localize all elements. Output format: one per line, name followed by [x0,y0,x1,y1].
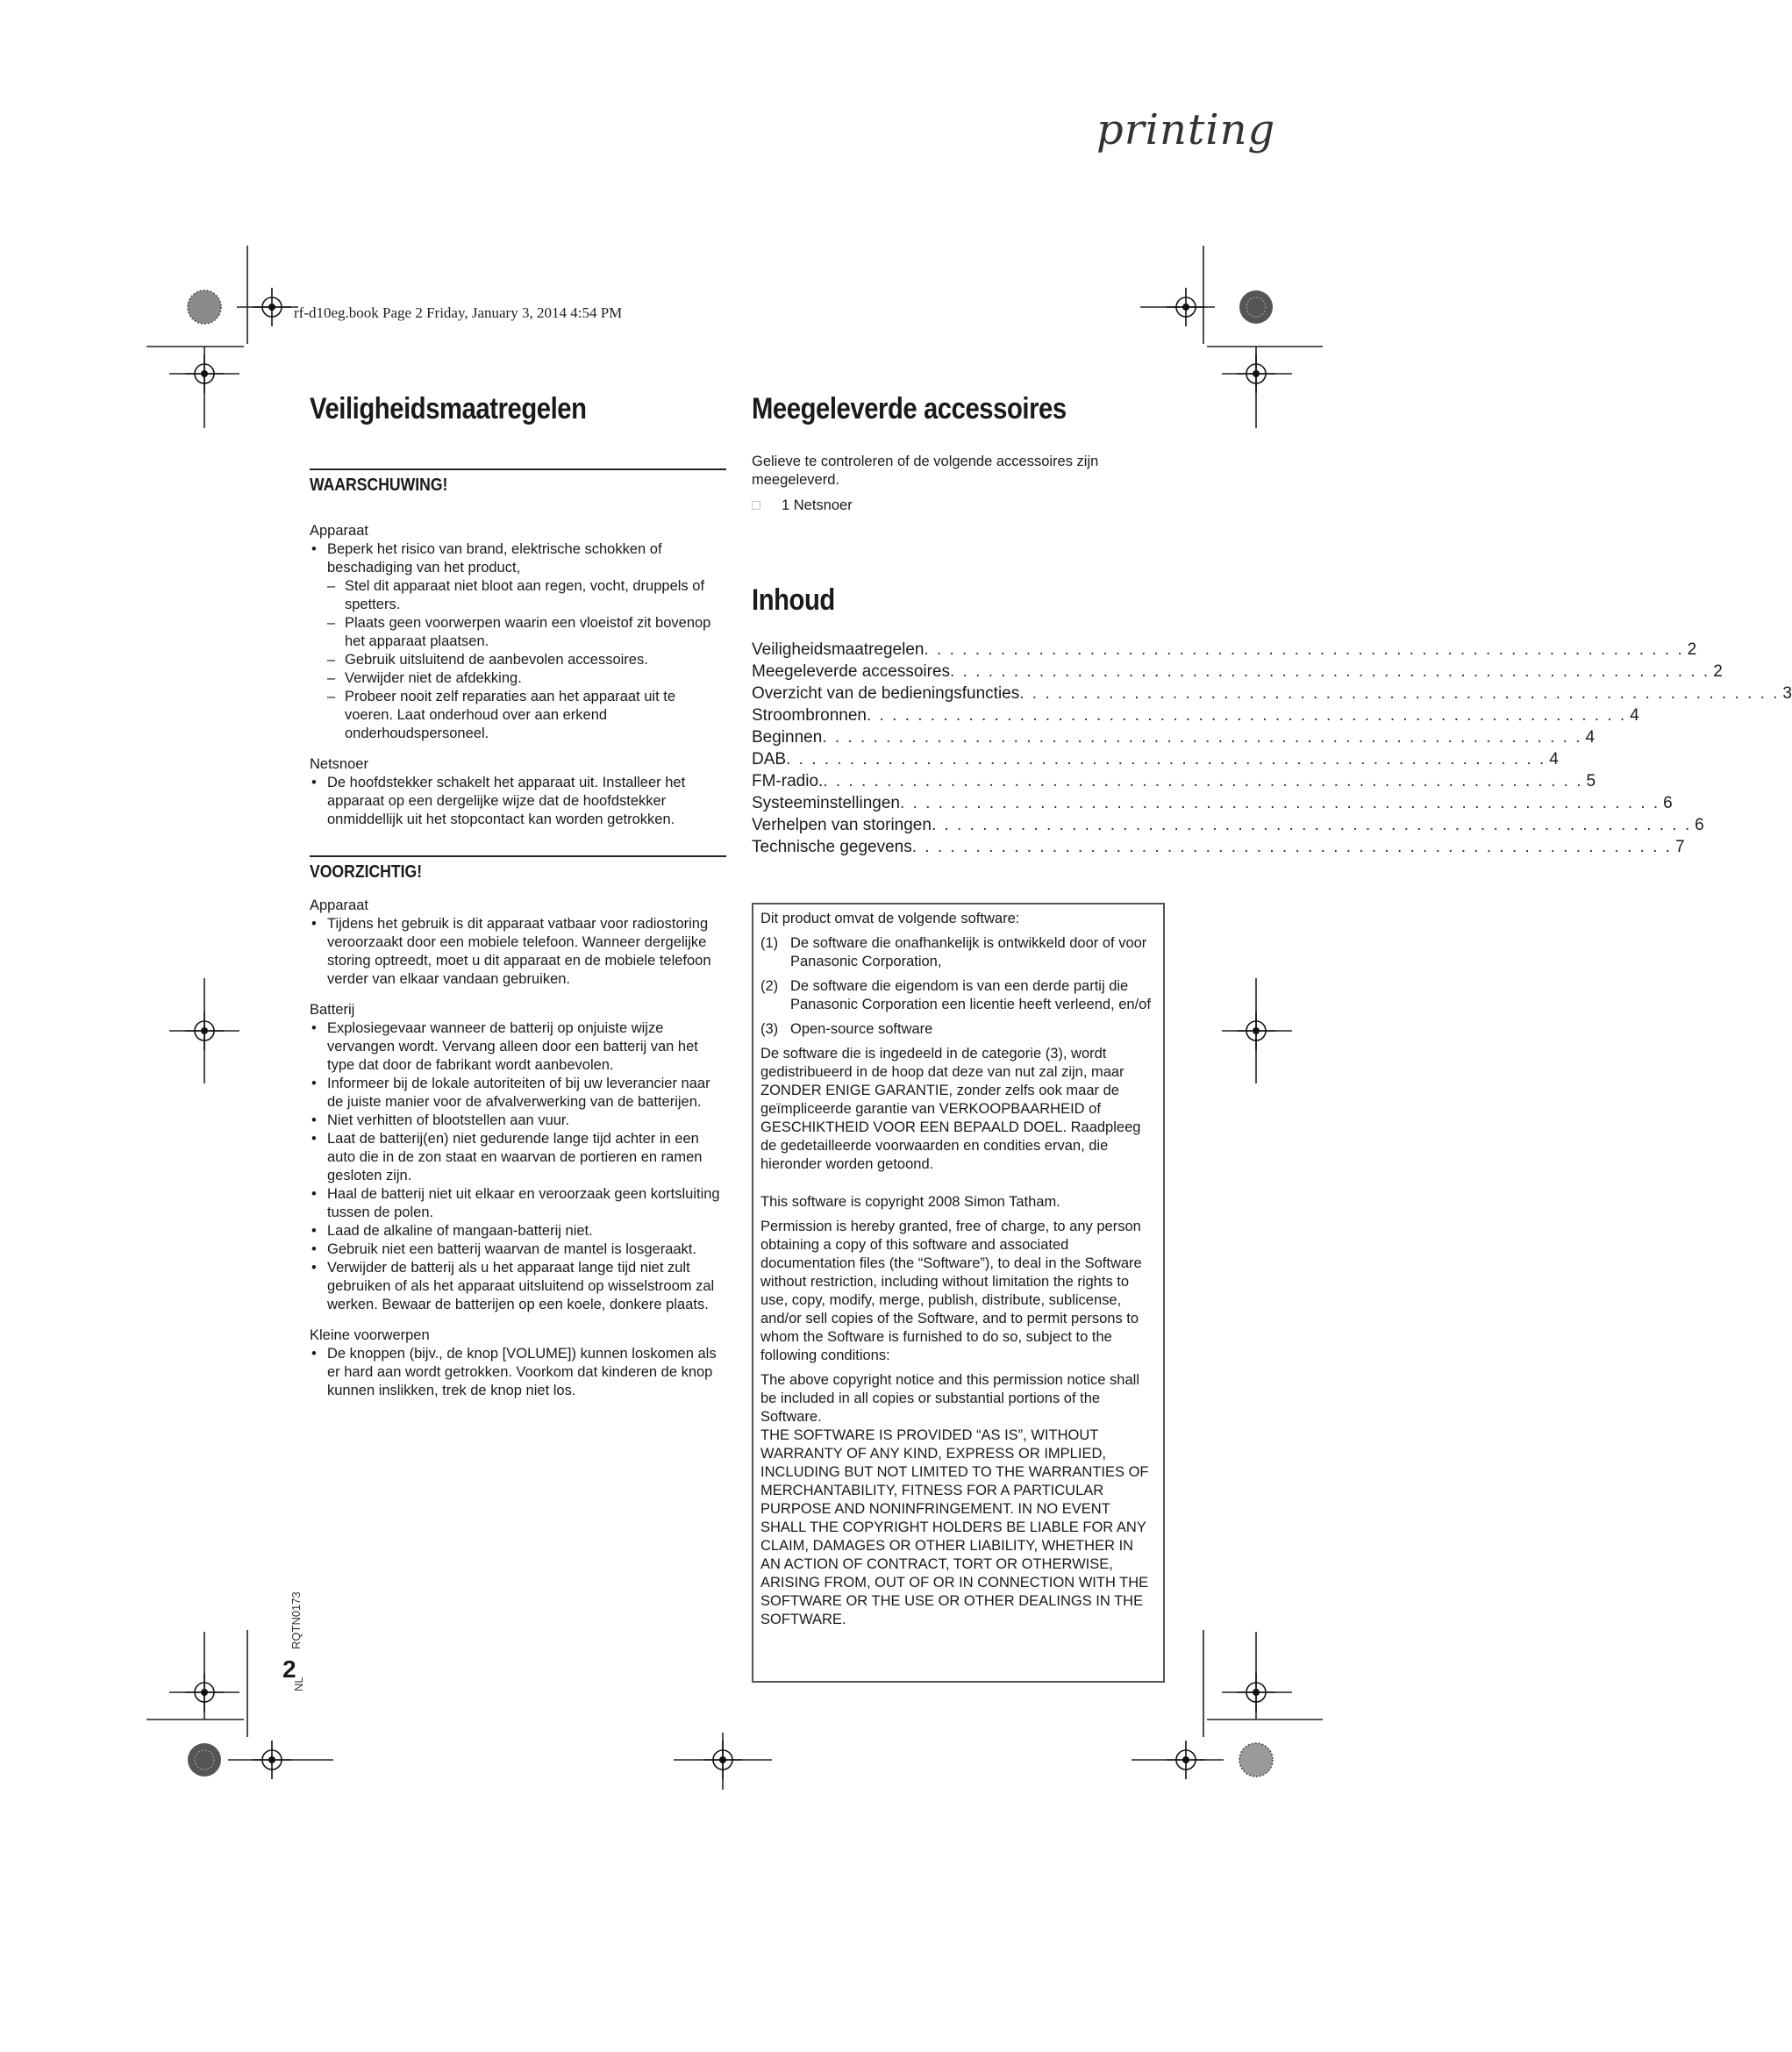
toc-page: 2 [1687,640,1697,659]
software-license-box [752,903,1165,1683]
bullet-icon: • [311,541,317,557]
bullet-text: Tijdens het gebruik is dit apparaat vatbaar voor radiostoring veroorzaakt door een mobiele telefoon. Wanneer dergelijke storing optreedt, moet u dit apparaat en de mobiele telefoon verder van elkaar vandaan gebruiken. [327,916,711,987]
caution-rule [310,855,726,857]
section-title: Netsnoer [310,756,368,772]
section-title: Apparaat [310,897,368,913]
toc-page: 4 [1630,706,1639,725]
section-title: Apparaat [310,523,368,539]
software-list-text: De software die eigendom is van een derde partij die Panasonic Corporation een licentie heeft verleend, en/of [790,978,1151,1012]
toc-entry [752,704,1639,726]
dash-icon: – [327,689,336,704]
warning-rule [310,468,726,470]
caution-heading: VOORZICHTIG! [310,862,423,882]
toc-label: Technische gegevens [752,838,912,856]
printing-stamp: printing [1096,105,1276,154]
toc-entry [752,726,1596,748]
toc-entry [752,661,1723,683]
toc-label: DAB [752,750,787,769]
software-notice: The above copyright notice and this permission notice shall be included in all copies or substantial portions of the Software. [760,1372,1139,1425]
bullet-text: Explosiegevaar wanneer de batterij op onjuiste wijze vervangen wordt. Vervang alleen door een batterij van het type dat door de fabrikant wordt aanbevolen. [327,1020,698,1073]
bullet-icon: • [311,775,317,790]
software-permission: Permission is hereby granted, free of charge, to any person obtaining a copy of this software and associated documentation files (the “Software”), to deal in the Software without restriction, including without limitation the rights to use, copy, modify, merge, publish, distribute, sublicense, and/or sell copies of the Software, and to permit persons to whom the Software is furnished to do so, subject to the following conditions: [760,1219,1142,1363]
book-info-line: rf-d10eg.book Page 2 Friday, January 3, 2014 4:54 PM [294,304,623,321]
bullet-icon: • [311,1346,317,1362]
toc-leader: . . . . . . . . . . . . . . . . . . . . . . . . . . . . . . . . . . . . . . . . . . . . . . . . . . . . . . . . . . . . [899,794,1660,812]
toc-entry [752,792,1673,814]
software-list-number: (3) [760,1021,779,1037]
toc-entry [752,836,1685,858]
toc-page: 5 [1586,772,1596,790]
dash-icon: – [327,578,336,594]
sub-item [310,669,726,688]
bullet-text: Laad de alkaline of mangaan-batterij niet. [327,1223,593,1239]
toc-leader: . . . . . . . . . . . . . . . . . . . . . . . . . . . . . . . . . . . . . . . . . . . . . . . . . . . . . . . . . . . . [822,728,1582,747]
bullet-item [310,1019,726,1075]
sub-item [310,614,726,651]
toc-page: 4 [1585,728,1596,747]
bullet-icon: • [311,1020,317,1036]
bullet-item [310,1222,726,1240]
toc-entry [752,770,1596,792]
software-list-text: De software die onafhankelijk is ontwikkeld door of voor Panasonic Corporation, [790,935,1147,969]
bullet-icon: • [311,1223,317,1239]
bullet-item [310,1345,726,1400]
toc-leader: . . . . . . . . . . . . . . . . . . . . . . . . . . . . . . . . . . . . . . . . . . . . . . . . . . . . . . . . . . . . [866,706,1627,725]
toc-leader: . . . . . . . . . . . . . . . . . . . . . . . . . . . . . . . . . . . . . . . . . . . . . . . . . . . . . . . . . . . . [786,750,1546,769]
bullet-icon: • [311,1076,317,1091]
toc-leader: . . . . . . . . . . . . . . . . . . . . . . . . . . . . . . . . . . . . . . . . . . . . . . . . . . . . . . . . . . . . [911,838,1672,856]
bullet-text: Haal de batterij niet uit elkaar en veroorzaak geen kortsluiting tussen de polen. [327,1186,720,1220]
toc-leader: . . . . . . . . . . . . . . . . . . . . . . . . . . . . . . . . . . . . . . . . . . . . . . . . . . . . . . . . . . . . [1019,684,1780,703]
toc-title: Inhoud [752,583,835,617]
toc-page: 3 [1782,684,1792,703]
toc-label: Meegeleverde accessoires [752,662,951,681]
software-para-nl: De software die is ingedeeld in de categorie (3), wordt gedistribueerd in de hoop dat deze van nut zal zijn, maar ZONDER ENIGE GARANTIE, zonder zelfs ook maar de geïmpliceerde garantie van VERKOOPBAARHEID of GESCHIKTHEID VOOR EEN BEPAALD DOEL. Raadpleeg de gedetailleerde voorwaarden en condities ervan, die hieronder worden getoond. [760,1046,1141,1172]
dash-icon: – [327,652,336,668]
toc-page: 7 [1674,838,1685,856]
dash-icon: – [327,670,336,686]
bullet-text: Niet verhitten of blootstellen aan vuur. [327,1112,570,1128]
sub-item [310,577,726,614]
warning-heading: WAARSCHUWING! [310,475,448,495]
toc-entry [752,748,1559,770]
software-list-item [760,934,1156,971]
software-list-item [760,977,1156,1014]
sub-item-text: Verwijder niet de afdekking. [345,670,522,686]
bullet-item [310,1240,726,1259]
caution-body [310,897,726,1400]
toc-entry [752,639,1697,661]
toc-entry [752,683,1792,704]
bullet-item [310,1259,726,1314]
bullet-icon: • [311,1186,317,1202]
software-copyright: This software is copyright 2008 Simon Tatham. [760,1194,1060,1210]
toc-leader: . . . . . . . . . . . . . . . . . . . . . . . . . . . . . . . . . . . . . . . . . . . . . . . . . . . . . . . . . . . . [823,772,1583,790]
doc-code: RQTN0173 [289,1591,303,1649]
toc-page: 6 [1695,816,1704,834]
bullet-text: Laat de batterij(en) niet gedurende lange tijd achter in een auto die in de zon staat en waarvan de portieren en ramen gesloten zijn. [327,1131,703,1183]
section-title: Kleine voorwerpen [310,1327,430,1343]
software-list-item [760,1020,1156,1039]
bullet-icon: • [311,1260,317,1276]
table-of-contents [752,639,1792,858]
software-intro: Dit product omvat de volgende software: [760,911,1020,926]
sub-item-text: Stel dit apparaat niet bloot aan regen, vocht, druppels of spetters. [345,578,705,612]
language-code: NL [292,1677,305,1691]
toc-label: Beginnen [752,728,823,747]
software-list-number: (1) [760,935,779,951]
toc-page: 2 [1713,662,1723,681]
bullet-text: Informeer bij de lokale autoriteiten of bij uw leverancier naar de juiste manier voor de afvalverwerking van de batterijen. [327,1076,710,1110]
sub-item [310,651,726,669]
bullet-item [310,1130,726,1185]
toc-label: Veiligheidsmaatregelen [752,640,925,659]
bullet-text: De knoppen (bijv., de knop [VOLUME]) kunnen loskomen als er hard aan wordt getrokken. Voorkom dat kinderen de knop kunnen inslikken, trek de knop niet los. [327,1346,717,1398]
bullet-item [310,1112,726,1130]
bullet-text: Beperk het risico van brand, elektrische schokken of beschadiging van het product, [327,541,662,576]
software-list-text: Open-source software [790,1021,933,1037]
bullet-item [310,1075,726,1112]
toc-entry [752,814,1704,836]
toc-label: Verhelpen van storingen [752,816,932,834]
dash-icon: – [327,615,336,631]
left-column [310,392,726,1400]
bullet-item [310,1185,726,1222]
accessory-item-label: 1 Netsnoer [782,497,853,513]
bullet-text: Gebruik niet een batterij waarvan de mantel is losgeraakt. [327,1241,696,1257]
checkbox-icon: □ [752,497,760,513]
safety-title: Veiligheidsmaatregelen [310,392,587,425]
toc-label: Systeeminstellingen [752,794,900,812]
software-list [760,934,1156,1039]
page-number: 2 [282,1655,296,1683]
section-title: Batterij [310,1002,355,1018]
toc-leader: . . . . . . . . . . . . . . . . . . . . . . . . . . . . . . . . . . . . . . . . . . . . . . . . . . . . . . . . . . . . [924,640,1684,659]
toc-label: FM-radio. [752,772,824,790]
bullet-item [310,774,726,829]
toc-page: 4 [1549,750,1559,769]
software-list-number: (2) [760,978,779,994]
bullet-text: De hoofdstekker schakelt het apparaat uit. Installeer het apparaat op een dergelijke wijze dat de hoofdstekker onmiddellijk uit het stopcontact kan worden getrokken. [327,775,686,827]
software-disclaimer: THE SOFTWARE IS PROVIDED “AS IS”, WITHOUT WARRANTY OF ANY KIND, EXPRESS OR IMPLIED, INCLUDING BUT NOT LIMITED TO THE WARRANTIES OF MERCHANTABILITY, FITNESS FOR A PARTICULAR PURPOSE AND NONINFRINGEMENT. IN NO EVENT SHALL THE COPYRIGHT HOLDERS BE LIABLE FOR ANY CLAIM, DAMAGES OR OTHER LIABILITY, WHETHER IN AN ACTION OF CONTRACT, TORT OR OTHERWISE, ARISING FROM, OUT OF OR IN CONNECTION WITH THE SOFTWARE OR THE USE OR OTHER DEALINGS IN THE SOFTWARE. [760,1427,1149,1627]
sub-item [310,688,726,743]
toc-page: 6 [1663,794,1673,812]
accessory-item [752,497,1164,515]
toc-label: Stroombronnen [752,706,867,725]
sub-item-text: Probeer nooit zelf reparaties aan het apparaat uit te voeren. Laat onderhoud over aan erkend onderhoudspersoneel. [345,689,675,741]
bullet-icon: • [311,1131,317,1147]
toc-leader: . . . . . . . . . . . . . . . . . . . . . . . . . . . . . . . . . . . . . . . . . . . . . . . . . . . . . . . . . . . . [950,662,1710,681]
toc-leader: . . . . . . . . . . . . . . . . . . . . . . . . . . . . . . . . . . . . . . . . . . . . . . . . . . . . . . . . . . . . [931,816,1692,834]
accessories-title: Meegeleverde accessoires [752,392,1067,425]
sub-item-text: Gebruik uitsluitend de aanbevolen accessoires. [345,652,648,668]
bullet-icon: • [311,1112,317,1128]
bullet-icon: • [311,1241,317,1257]
sub-item-text: Plaats geen voorwerpen waarin een vloeistof zit bovenop het apparaat plaatsen. [345,615,711,649]
bullet-icon: • [311,916,317,932]
warning-body [310,522,726,829]
bullet-text: Verwijder de batterij als u het apparaat lange tijd niet zult gebruiken of als het apparaat uitsluitend op wisselstroom zal werken. Bewaar de batterijen op een koele, donkere plaats. [327,1260,715,1312]
toc-label: Overzicht van de bedieningsfuncties [752,684,1020,703]
right-column [752,392,1792,858]
bullet-item [310,540,726,577]
bullet-item [310,915,726,989]
accessories-intro: Gelieve te controleren of de volgende accessoires zijn meegeleverd. [752,454,1099,488]
